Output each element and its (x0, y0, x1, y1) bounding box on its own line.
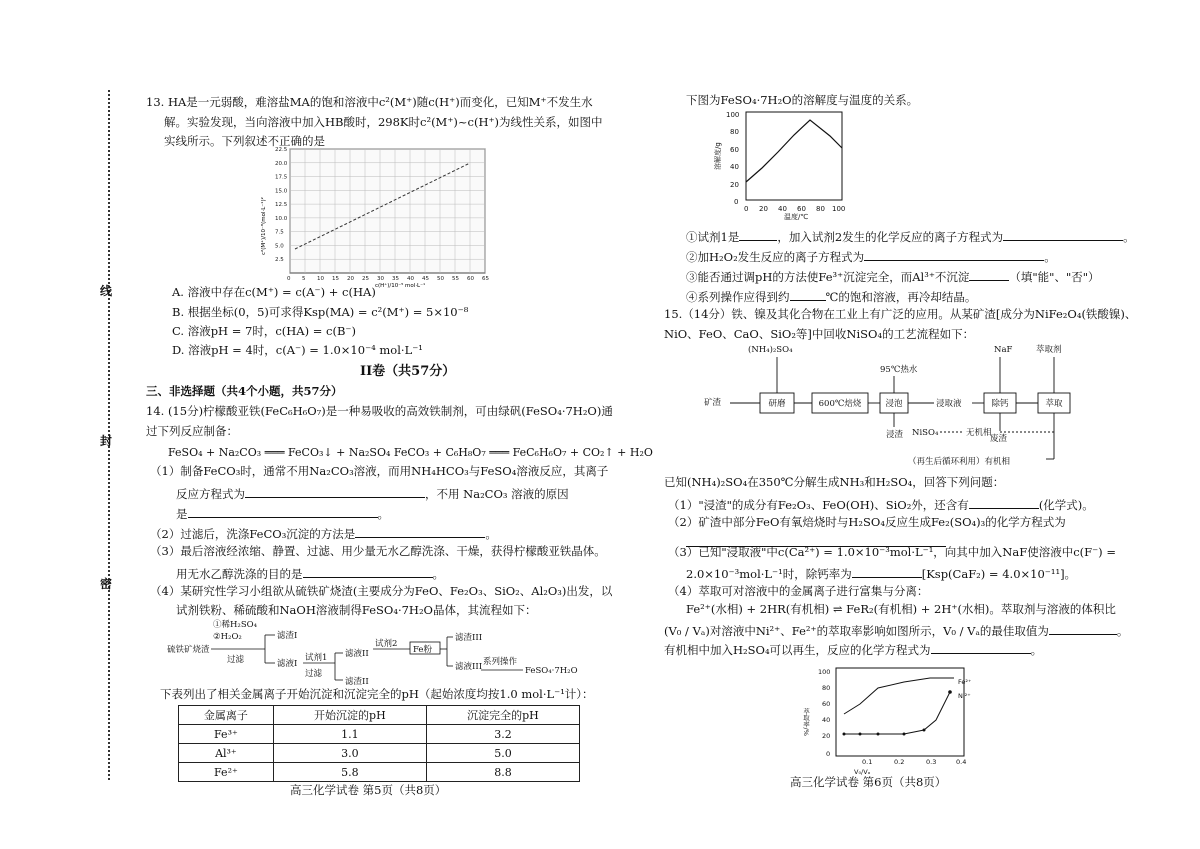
flow-filter: 过滤 (227, 655, 245, 665)
q15-p4: （4）萃取可对溶液中的金属离子进行富集与分离： (668, 584, 929, 598)
q13-chart-ylabel: c²(M⁺)/10⁻⁸(mol·L⁻¹)² (261, 197, 267, 255)
q15-p3c: [Ksp(CaF₂) = 4.0×10⁻¹¹]。 (921, 567, 1077, 581)
q15-p3a: （3）已知"浸取液"中c(Ca²⁺) = 1.0×10⁻³mol·L⁻¹，向其中加入NaF使溶液中c(F⁻) = (668, 545, 1116, 559)
sol-ytick: 60 (730, 146, 739, 154)
q13-xtick: 30 (377, 276, 384, 282)
section3-heading: 三、非选择题（共4个小题，共57分） (146, 384, 343, 398)
answer-blank[interactable] (969, 268, 1009, 281)
q15-p1b: (化学式)。 (1038, 498, 1094, 512)
table-row (179, 744, 580, 763)
q13-ytick: 22.5 (275, 147, 288, 153)
sol-xtick: 0 (744, 205, 749, 213)
table-row (179, 763, 580, 782)
flow-filtrate3: 滤液III (455, 662, 483, 672)
left-footer: 高三化学试卷 第5页（共8页） (290, 783, 447, 797)
q15-p3b: 2.0×10⁻³mol·L⁻¹时，除钙率为 (686, 567, 852, 581)
table-header: 金属离子 (179, 706, 274, 725)
table-header: 沉淀完全的pH (426, 706, 579, 725)
q15-flowchart (700, 343, 1100, 471)
q14-p1b-post: ，不用 Na₂CO₃ 溶液的原因 (425, 487, 569, 501)
table-row (179, 725, 580, 744)
q14-item3-b: （填"能"、"否"） (1009, 270, 1100, 284)
table-header: 开始沉淀的pH (273, 706, 426, 725)
flow-reagent1: 试剂1 (305, 653, 328, 663)
q13-xtick: 15 (332, 276, 339, 282)
table-header-row (179, 706, 580, 725)
table-cell: 5.8 (273, 763, 426, 782)
q14-item4 (686, 288, 976, 305)
q13-ytick: 10.0 (275, 215, 288, 222)
q13-xtick: 35 (392, 276, 399, 282)
sol-xtick: 80 (816, 205, 825, 213)
q14-item1: ①试剂1是 ，加入试剂2发生的化学反应的离子方程式为 。 (686, 230, 1135, 244)
q13-xtick: 40 (407, 276, 414, 282)
flow-step2: ②H₂O₂ (213, 632, 242, 642)
answer-blank[interactable] (864, 248, 1044, 261)
ext-legend-ni: Ni²⁺ (958, 692, 971, 700)
flow-residue3: 滤渣III (455, 633, 483, 643)
q15-p4c-line: 有机相中加入H₂SO₄可以再生，反应的化学方程式为 。 (664, 643, 1043, 657)
answer-blank[interactable] (355, 525, 485, 538)
answer-blank[interactable] (790, 288, 826, 301)
table-cell: 5.0 (426, 744, 579, 763)
ext-ytick: 40 (822, 716, 831, 724)
sol-xtick: 60 (797, 205, 806, 213)
sol-xtick: 20 (759, 205, 768, 213)
table-cell: 3.0 (273, 744, 426, 763)
answer-blank[interactable] (739, 228, 777, 241)
ph-table (178, 705, 580, 782)
q13-xtick: 60 (467, 276, 474, 282)
answer-blank[interactable] (931, 641, 1031, 654)
flow15-naf: NaF (994, 345, 1013, 355)
q15-p3b-line (686, 565, 1076, 582)
flow15-leachate: 浸取液 (936, 399, 962, 409)
q13-ytick: 15.0 (275, 188, 288, 195)
q13-ytick: 2.5 (275, 257, 284, 264)
flow15-remove-ca: 除钙 (991, 399, 1009, 409)
q13-xtick: 5 (302, 276, 306, 282)
q13-option-c: C. 溶液pH = 7时，c(HA) = c(B⁻) (172, 324, 356, 338)
flow-filtrate1: 滤液I (277, 659, 298, 669)
q14-p1c: 是 。 (176, 507, 389, 521)
sol-ytick: 100 (726, 111, 740, 119)
q15-p1a: （1）"浸渣"的成分有Fe₂O₃、FeO(OH)、SiO₂外，还含有 (668, 498, 969, 512)
q14-p4b: 试剂铁粉、稀硫酸和NaOH溶液制得FeSO₄·7H₂O晶体，其流程如下： (176, 603, 537, 617)
q14-intro2: 过下列反应制备： (146, 424, 238, 438)
q13-xtick: 65 (482, 276, 489, 282)
q14-p2: （2）过滤后，洗涤FeCO₃沉淀的方法是 。 (150, 527, 497, 541)
q15-p4eq: Fe²⁺(水相) + 2HR(有机相) ⇌ FeR₂(有机相) + 2H⁺(水相)。萃取剂与溶液的体积比 (686, 602, 1116, 616)
table-cell: Fe³⁺ (179, 725, 274, 744)
flow15-extractant: 萃取剂 (1036, 345, 1062, 355)
q14-item3 (686, 268, 1100, 285)
ext-ylabel: 萃取率/% (802, 708, 810, 736)
table-cell: 3.2 (426, 725, 579, 744)
q14-p1c-text: 是 (176, 507, 188, 521)
q14-intro1: 14. (15分)柠檬酸亚铁(FeC₆H₆O₇)是一种易吸收的高效铁制剂，可由绿矾(FeSO₄·7H₂O)通 (146, 404, 613, 418)
sol-ylabel: 溶解度/g (714, 142, 722, 170)
table-cell: 1.1 (273, 725, 426, 744)
ext-ytick: 20 (822, 732, 831, 740)
flow15-extract: 萃取 (1045, 399, 1063, 409)
ext-ytick: 80 (822, 684, 831, 692)
flow15-inorganic: 无机相 (966, 428, 992, 438)
q13-chart (245, 145, 500, 290)
ext-legend-fe: Fe²⁺ (958, 678, 972, 686)
flow15-grind: 研磨 (768, 399, 786, 409)
q13-xtick: 10 (317, 276, 324, 282)
answer-blank[interactable] (969, 496, 1039, 509)
flow15-leach: 浸泡 (885, 399, 903, 409)
flow15-nh4: (NH₄)₂SO₄ (748, 345, 793, 355)
q15-p1 (668, 496, 1094, 513)
extraction-chart (800, 664, 975, 776)
q13-ytick: 20.0 (275, 160, 288, 167)
ext-xlabel: V₀/Vₐ (854, 768, 871, 776)
sol-ytick: 40 (730, 163, 739, 171)
flow-product: FeSO₄·7H₂O (525, 666, 578, 676)
q14-flowchart (165, 618, 595, 688)
q14-p3b-text: 用无水乙醇洗涤的目的是 (176, 567, 303, 581)
q15-p2: （2）矿渣中部分FeO有氧焙烧时与H₂SO₄反应生成Fe₂(SO₄)₃的化学方程式为 (668, 515, 1066, 529)
flow-residue1: 滤渣I (277, 631, 298, 641)
part2-title: II卷（共57分） (360, 364, 456, 379)
q13-line2: 解。实验发现，当向溶液中加入HB酸时，298K时c²(M⁺)~c(H⁺)为线性关系，如图中 (164, 115, 603, 129)
q14-item2-text: ②加H₂O₂发生反应的离子方程式为 (686, 250, 865, 264)
answer-blank[interactable] (245, 485, 425, 498)
q13-ytick: 12.5 (275, 202, 288, 209)
q14-p2-text: （2）过滤后，洗涤FeCO₃沉淀的方法是 (150, 527, 356, 541)
sol-xlabel: 温度/℃ (784, 213, 809, 220)
flow15-niso4: NiSO₄ (912, 428, 939, 438)
q15-p4c: 有机相中加入H₂SO₄可以再生，反应的化学方程式为 (664, 643, 931, 657)
q14-p1b (176, 485, 569, 502)
margin-char-xian: 线 (100, 284, 113, 298)
sol-xtick: 40 (778, 205, 787, 213)
q14-p4a: （4）某研究性学习小组欲从硫铁矿烧渣(主要成分为FeO、Fe₂O₃、SiO₂、Al₂O₃)出发，以 (150, 584, 613, 598)
flow-fe: Fe粉 (413, 645, 432, 655)
ext-xtick: 0.2 (894, 758, 905, 766)
ext-xtick: 0.3 (926, 758, 937, 766)
flow-source: 硫铁矿烧渣 (167, 645, 210, 655)
q15-p4b: (V₀ / Vₐ)对溶液中Ni²⁺、Fe²⁺的萃取率影响如图所示，V₀ / Vₐ的最佳取值为 (664, 624, 1049, 638)
q13-line1: 13. HA是一元弱酸，难溶盐MA的饱和溶液中c²(M⁺)随c(H⁺)而变化，已知M⁺不发生水 (146, 95, 593, 109)
sol-xtick: 100 (832, 205, 846, 213)
q14-item1-a: ①试剂1是 (686, 230, 740, 244)
q13-xtick: 45 (422, 276, 429, 282)
ext-ytick: 60 (822, 700, 831, 708)
q14-item3-a: ③能否通过调pH的方法使Fe³⁺沉淀完全，而Al³⁺不沉淀 (686, 270, 970, 284)
q13-xtick: 55 (452, 276, 459, 282)
right-footer: 高三化学试卷 第6页（共8页） (790, 775, 947, 789)
q13-xtick: 25 (362, 276, 369, 282)
ext-ytick: 0 (826, 750, 831, 758)
margin-char-feng: 封 (100, 434, 113, 448)
q13-xtick: 0 (287, 276, 291, 282)
flow-filter2: 过滤 (305, 669, 323, 679)
ext-ytick: 100 (818, 668, 831, 676)
table-cell: Al³⁺ (179, 744, 274, 763)
table-cell: Fe²⁺ (179, 763, 274, 782)
flow15-water: 95℃热水 (880, 365, 918, 375)
q13-option-a: A. 溶液中存在c(M⁺) = c(A⁻) + c(HA) (172, 285, 376, 299)
q15-line1: 15.（14分）铁、镍及其化合物在工业上有广泛的应用。从某矿渣[成分为NiFe₂O₄(铁酸镍)、 (664, 307, 1137, 321)
flow-residue2: 滤渣II (345, 677, 369, 687)
q15-p4b-line: (V₀ / Vₐ)对溶液中Ni²⁺、Fe²⁺的萃取率影响如图所示，V₀ / Vₐ的最佳取值为 。 (664, 624, 1129, 638)
q13-xtick: 50 (437, 276, 444, 282)
q14-p3a: （3）最后溶液经浓缩、静置、过滤、用少量无水乙醇洗涤、干燥，获得柠檬酸亚铁晶体。 (150, 544, 606, 558)
flow15-ore: 矿渣 (704, 398, 722, 408)
flow-filtrate2: 滤液II (345, 649, 369, 659)
q13-option-b: B. 根据坐标(0，5)可求得Ksp(MA) = c²(M⁺) = 5×10⁻⁸ (172, 305, 469, 319)
flow-reagent2: 试剂2 (375, 639, 398, 649)
flow-step1: ①稀H₂SO₄ (213, 620, 258, 630)
q14-item4-a: ④系列操作应得到约 (686, 290, 790, 304)
flow15-organic: （再生后循环利用）有机相 (908, 457, 1011, 467)
q15-line2: NiO、FeO、CaO、SiO₂等]中回收NiSO₄的工艺流程如下： (664, 327, 975, 341)
q14-item1-b: ，加入试剂2发生的化学反应的离子方程式为 (777, 230, 1004, 244)
q13-xtick: 20 (347, 276, 354, 282)
q13-chart-grid (290, 149, 485, 273)
answer-blank[interactable] (303, 565, 433, 578)
q13-option-d: D. 溶液pH = 4时，c(A⁻) = 1.0×10⁻⁴ mol·L⁻¹ (172, 343, 423, 357)
table-cell: 8.8 (426, 763, 579, 782)
q14-equation: FeSO₄ + Na₂CO₃ ═══ FeCO₃↓ + Na₂SO₄ FeCO₃ + C₆H₈O₇ ═══ FeC₆H₆O₇ + CO₂↑ + H₂O (168, 446, 653, 459)
ext-xtick: 0.1 (862, 758, 873, 766)
q14-item2: ②加H₂O₂发生反应的离子方程式为 。 (686, 250, 1056, 264)
flow15-waste: 废渣 (990, 434, 1008, 444)
margin-char-mi: 密 (100, 577, 113, 591)
q13-line3: 实线所示。下列叙述不正确的是 (164, 134, 325, 148)
sol-ytick: 80 (730, 128, 739, 136)
flow15-residue: 浸渣 (886, 430, 904, 440)
q13-ytick: 17.5 (275, 174, 288, 181)
solubility-intro: 下图为FeSO₄·7H₂O的溶解度与温度的关系。 (686, 93, 919, 107)
answer-blank[interactable] (1049, 622, 1117, 635)
answer-blank[interactable] (188, 505, 378, 518)
q14-item4-b: ℃的饱和溶液，再冷却结晶。 (825, 290, 977, 304)
q14-table-intro: 下表列出了相关金属离子开始沉淀和沉淀完全的pH（起始浓度均按1.0 mol·L⁻¹计）： (160, 687, 594, 701)
solubility-chart (712, 108, 852, 220)
q14-p1b-pre: 反应方程式为 (176, 487, 245, 501)
q14-p3b: 用无水乙醇洗涤的目的是 。 (176, 567, 444, 581)
answer-blank[interactable] (852, 565, 922, 578)
q13-ytick: 7.5 (275, 229, 284, 236)
flow-ops: 系列操作 (483, 657, 518, 667)
sol-ytick: 0 (734, 198, 739, 206)
answer-blank[interactable] (1003, 228, 1123, 241)
flow15-roast: 600℃焙烧 (818, 399, 862, 409)
q14-p1a: （1）制备FeCO₃时，通常不用Na₂CO₃溶液，而用NH₄HCO₃与FeSO₄溶液反应，其离子 (150, 464, 609, 478)
q15-known: 已知(NH₄)₂SO₄在350℃分解生成NH₃和H₂SO₄，回答下列问题： (664, 475, 1005, 489)
ext-xtick: 0.4 (956, 758, 967, 766)
q13-chart-xlabel: c(H⁺)/10⁻⁵ mol·L⁻¹ (375, 283, 426, 289)
sol-ytick: 20 (730, 181, 739, 189)
q13-ytick: 5.0 (275, 243, 284, 250)
